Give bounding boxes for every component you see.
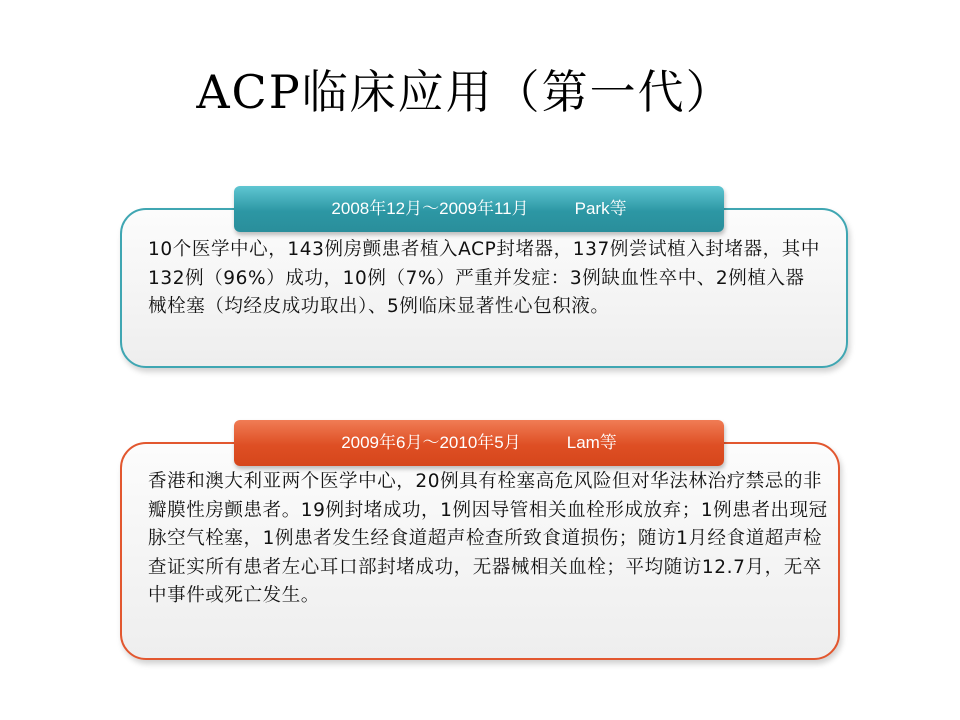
study-header-lam <box>234 420 724 466</box>
study-author: Lam等 <box>566 433 617 452</box>
study-summary-park: 10个医学中心，143例房颤患者植入ACP封堵器，137例尝试植入封堵器，其中132例（96%）成功，10例（7%）严重并发症：3例缺血性卒中、2例植入器械栓塞（均经皮成功取出）、5例临床显著性心包积液。 <box>148 239 820 317</box>
study-author: Park等 <box>574 199 627 218</box>
slide-title: ACP临床应用（第一代） <box>196 65 734 119</box>
study-period: 2009年6月～2010年5月 <box>341 433 521 452</box>
study-header-park <box>234 186 724 232</box>
study-summary-lam: 香港和澳大利亚两个医学中心，20例具有栓塞高危风险但对华法林治疗禁忌的非瓣膜性房颤患者。19例封堵成功，1例因导管相关血栓形成放弃；1例患者出现冠脉空气栓塞，1例患者发生经食道超声检查所致食道损伤；随访1月经食道超声检查证实所有患者左心耳口部封堵成功，无器械相关血栓；平均随访12.7月，无卒中事件或死亡发生。 <box>148 471 828 606</box>
study-period: 2008年12月～2009年11月 <box>331 199 529 218</box>
